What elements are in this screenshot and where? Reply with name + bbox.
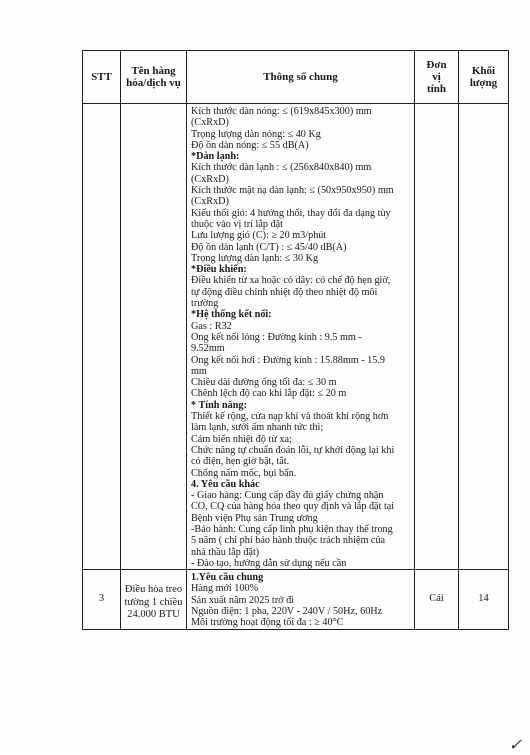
text-line: Gas : R32	[191, 320, 232, 332]
row1-stt-cell	[83, 104, 121, 570]
header-unit	[415, 51, 459, 104]
row2-stt-cell: 3	[83, 570, 121, 629]
text-line: Lưu lượng gió (C): ≥ 20 m3/phút	[191, 230, 327, 242]
header-unit-line: Đơn	[426, 59, 447, 71]
text-line: trường	[191, 298, 219, 310]
text-line: Kích thước mặt nạ dàn lạnh: ≤ (50x950x950) mm	[191, 185, 394, 197]
text-line: (CxRxD)	[191, 196, 229, 208]
header-spec: Thông số chung	[187, 51, 415, 104]
header-qty-line: lượng	[469, 77, 498, 89]
text-line: 1.Yêu cầu chung	[191, 572, 264, 584]
text-line: Độ ồn dàn lạnh (C/T) : ≤ 45/40 dB(A)	[191, 241, 347, 253]
header-qty-line: Khối	[471, 65, 496, 77]
text-line: Kích thước dàn nóng: ≤ (619x845x300) mm	[191, 106, 372, 117]
row1-spec-lines	[187, 104, 414, 569]
header-name	[121, 51, 187, 104]
text-line: Chống nấm mốc, bụi bẩn.	[191, 467, 297, 479]
text-line: Môi trường hoạt động tối đa : ≥ 40°C	[191, 617, 344, 629]
text-line: nhà thầu lắp đặt)	[191, 546, 260, 558]
text-line: Điều khiển từ xa hoặc có dây: có chế độ hẹn giờ,	[191, 275, 391, 287]
text-line: *Hệ thống kết nối:	[191, 309, 272, 321]
row1-spec-cell	[187, 104, 415, 570]
header-unit-line: vị	[432, 71, 441, 83]
text-line: Chức năng tự chuẩn đoán lỗi, tự khởi động lại khi	[191, 444, 395, 456]
text-line: tự động điều chỉnh nhiệt độ theo nhiệt độ môi	[191, 286, 378, 298]
header-name-line: Tên hàng	[131, 65, 176, 77]
row2-name-cell	[121, 570, 187, 629]
table-header-row	[83, 51, 509, 104]
header-name-line: hóa/dịch vụ	[126, 77, 181, 89]
text-line: Hàng mới 100%	[191, 583, 259, 595]
text-line: Ống kết nối lỏng : Đường kính : 9.5 mm -	[191, 331, 362, 343]
text-line: tường 1 chiều	[124, 596, 183, 608]
row2-unit-cell: Cái	[415, 570, 459, 629]
table-row	[83, 570, 509, 629]
initials-mark-icon: ✓	[508, 737, 522, 754]
text-line: 5 năm ( chi phí bảo hành thuộc trách nhiệm của	[191, 535, 386, 547]
text-line: (CxRxD)	[191, 117, 229, 129]
specification-table	[82, 50, 509, 630]
row1-unit-cell	[415, 104, 459, 570]
row2-spec-cell	[187, 570, 415, 629]
text-line: -Bảo hành: Cung cấp linh phụ kiện thay thế trong	[191, 523, 393, 535]
text-line: Điều hòa treo	[124, 584, 183, 596]
text-line: 4. Yêu cầu khác	[191, 478, 260, 490]
text-line: Trọng lượng dàn lạnh: ≤ 30 Kg	[191, 252, 319, 264]
text-line: làm lạnh, sưởi ấm nhanh tức thì;	[191, 422, 324, 434]
row1-qty-cell	[459, 104, 509, 570]
text-line: thuộc vào vị trí lắp đặt	[191, 218, 283, 230]
text-line: mm	[191, 365, 207, 377]
text-line: Bệnh viện Phụ sản Trung ương	[191, 512, 318, 524]
text-line: - Đào tạo, hướng dẫn sử dụng nếu cần	[191, 557, 347, 569]
header-qty	[459, 51, 509, 104]
header-unit-line: tính	[427, 83, 446, 95]
text-line: *Điều khiển:	[191, 264, 247, 276]
text-line: Cảm biến nhiệt độ từ xa;	[191, 433, 292, 445]
text-line: Độ ồn dàn nóng: ≤ 55 dB(A)	[191, 139, 309, 151]
text-line: Kích thước dàn lạnh : ≤ (256x840x840) mm	[191, 162, 372, 174]
row2-spec-lines	[187, 570, 414, 628]
text-line: Nguồn điện: 1 pha, 220V - 240V / 50Hz, 60Hz	[191, 606, 383, 618]
row2-qty-cell: 14	[459, 570, 509, 629]
text-line: - Giao hàng: Cung cấp đầy đủ giấy chứng nhận	[191, 490, 384, 502]
text-line: Chênh lệch độ cao khi lắp đặt: ≤ 20 m	[191, 388, 347, 400]
text-line: Kiểu thổi gió: 4 hướng thổi, thay đổi đa dạng tùy	[191, 207, 391, 219]
table-row	[83, 104, 509, 570]
text-line: *Dàn lạnh:	[191, 151, 240, 163]
text-line: Ống kết nối hơi : Đường kính : 15.88mm - 15.9	[191, 354, 386, 366]
row2-name-lines	[121, 570, 186, 622]
text-line: * Tính năng:	[191, 399, 247, 411]
text-line: Sản xuất năm 2025 trở đi	[191, 594, 295, 606]
text-line: có điện, hẹn giờ bật, tắt.	[191, 456, 290, 468]
text-line: Chiều dài đường ống tối đa: ≤ 30 m	[191, 377, 337, 389]
text-line: Trọng lượng dàn nóng: ≤ 40 Kg	[191, 128, 321, 140]
text-line: 24.000 BTU	[127, 609, 180, 621]
text-line: 9.52mm	[191, 343, 225, 355]
text-line: (CxRxD)	[191, 173, 229, 185]
row1-name-cell	[121, 104, 187, 570]
text-line: Thiết kế rộng, cửa nạp khí và thoát khí rộng hơn	[191, 411, 389, 423]
header-stt: STT	[83, 51, 121, 104]
text-line: CO, CQ của hàng hóa theo quy định và lắp đặt tại	[191, 501, 395, 513]
